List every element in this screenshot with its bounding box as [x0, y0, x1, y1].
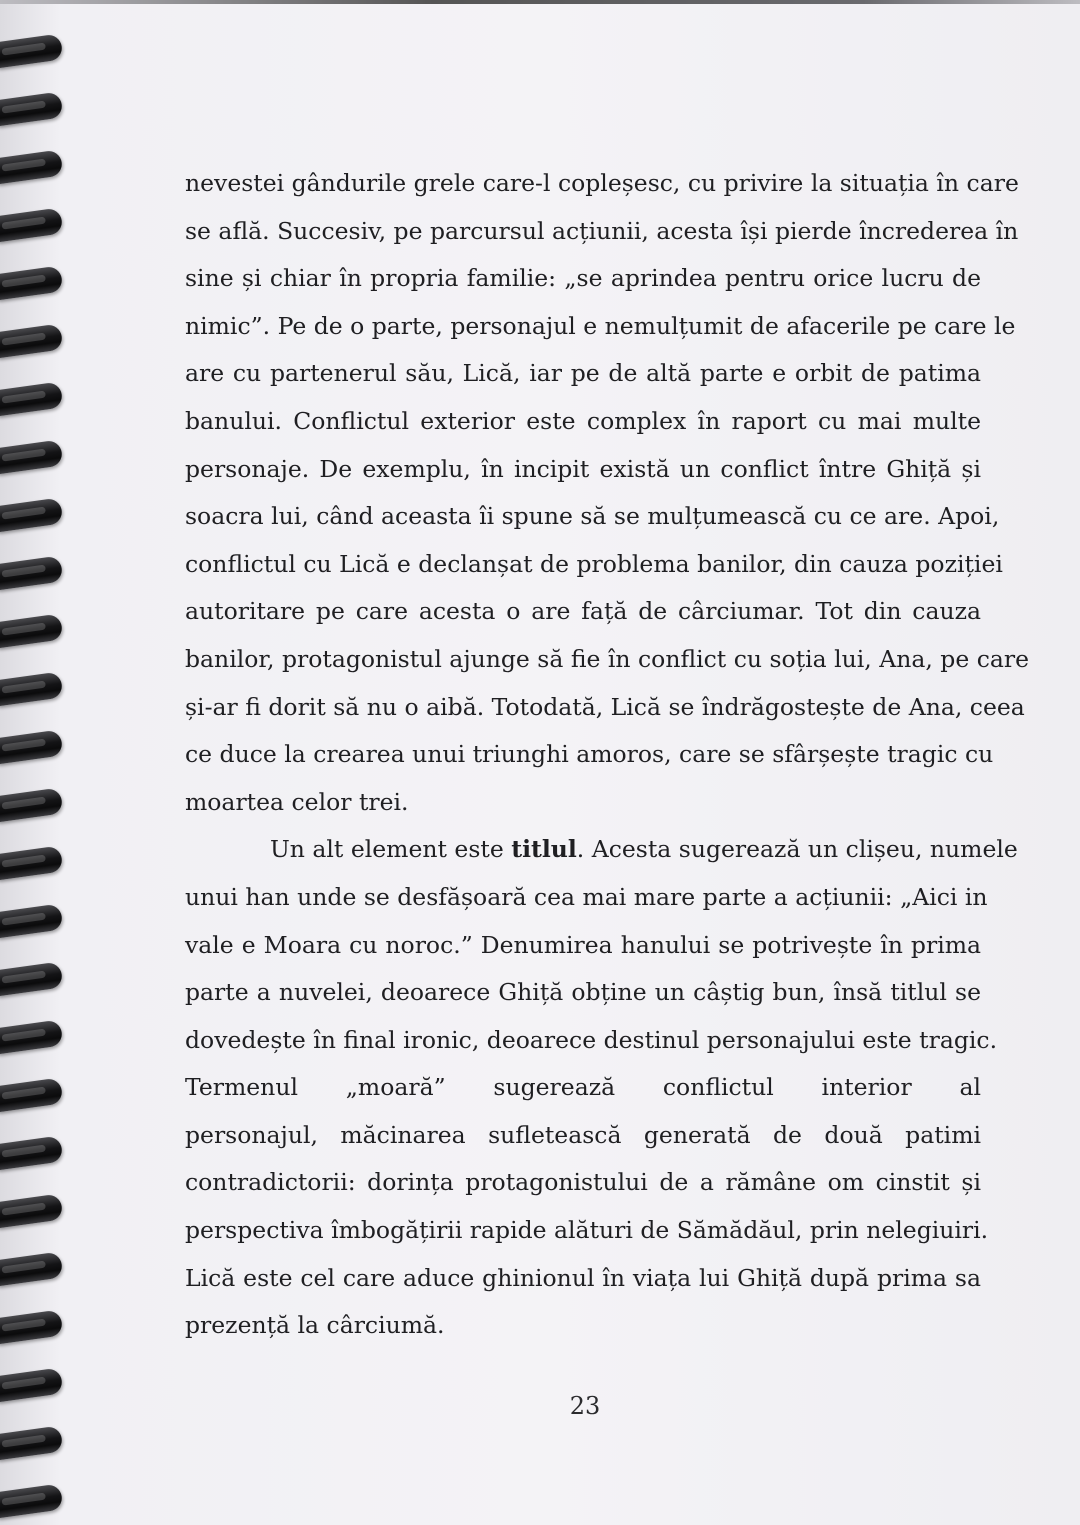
text-line: nevestei gândurile grele care-l copleșesc, cu privire la situația în care	[185, 169, 1019, 197]
text-line: Termenul „moară” sugerează conflictul interior al	[185, 1073, 981, 1102]
text-line: sine și chiar în propria familie: „se aprindea pentru orice lucru de	[185, 264, 981, 293]
text-line: autoritare pe care acesta o are față de cârciumar. Tot din cauza	[185, 597, 981, 626]
spiral-coil	[0, 555, 63, 590]
spiral-coil	[0, 381, 63, 416]
text-line: Lică este cel care aduce ghinionul în viața lui Ghiță după prima sa	[185, 1263, 981, 1292]
body-text	[185, 160, 1030, 1350]
spiral-coil	[0, 961, 63, 996]
spiral-coil	[0, 1483, 63, 1518]
text-line: contradictorii: dorința protagonistului de a rămâne om cinstit și	[185, 1168, 981, 1197]
text-line: soacra lui, când aceasta îi spune să se mulțumească cu ce are. Apoi,	[185, 502, 1000, 531]
spiral-coil	[0, 149, 63, 184]
spiral-coil	[0, 613, 63, 648]
spiral-binding	[0, 0, 75, 1525]
spiral-coil	[0, 1251, 63, 1286]
text-line	[185, 826, 1018, 874]
spiral-coil	[0, 497, 63, 532]
spiral-coil	[0, 787, 63, 822]
text-line: are cu partenerul său, Lică, iar pe de altă parte e orbit de patima	[185, 359, 981, 388]
paragraph-conflict	[185, 160, 1030, 826]
text-line: nimic”. Pe de o parte, personajul e nemulțumit de afacerile pe care le	[185, 311, 1016, 340]
text-fragment: . Acesta sugerează un clișeu, numele	[576, 835, 1018, 864]
text-line: banilor, protagonistul ajunge să fie în conflict cu soția lui, Ana, pe care	[185, 644, 1030, 673]
spiral-coil	[0, 1425, 63, 1460]
text-line: parte a nuvelei, deoarece Ghiță obține un câștig bun, însă titlul se	[185, 978, 981, 1007]
spiral-coil	[0, 439, 63, 474]
text-line: personaje. De exemplu, în incipit există un conflict între Ghiță și	[185, 454, 981, 483]
page-top-edge	[0, 0, 1080, 4]
spiral-coil	[0, 323, 63, 358]
spiral-coil	[0, 1193, 63, 1228]
spiral-coil	[0, 903, 63, 938]
spiral-coil	[0, 1077, 63, 1112]
text-line: perspectiva îmbogățirii rapide alături de Sămădăul, prin nelegiuiri.	[185, 1216, 989, 1245]
spiral-coil	[0, 33, 63, 68]
spiral-coil	[0, 845, 63, 880]
text-line: moartea celor trei.	[185, 787, 409, 816]
text-line: se află. Succesiv, pe parcursul acțiunii, acesta își pierde încrederea în	[185, 216, 1019, 245]
text-line: personajul, măcinarea sufletească generată de două patimi	[185, 1120, 981, 1149]
spiral-coil	[0, 1019, 63, 1054]
page-number: 23	[569, 1392, 601, 1420]
text-line: unui han unde se desfășoară cea mai mare parte a acțiunii: „Aici in	[185, 882, 988, 911]
spiral-coil	[0, 207, 63, 242]
spiral-coil	[0, 1309, 63, 1344]
spiral-coil	[0, 265, 63, 300]
text-line: vale e Moara cu noroc.” Denumirea hanului se potrivește în prima	[185, 930, 981, 959]
bold-keyword: titlul	[511, 835, 577, 864]
text-line: și-ar fi dorit să nu o aibă. Totodată, Lică se îndrăgostește de Ana, ceea	[185, 692, 1025, 721]
spiral-coil	[0, 91, 63, 126]
spiral-coil	[0, 671, 63, 706]
text-line: conflictul cu Lică e declanșat de problema banilor, din cauza poziției	[185, 549, 1003, 578]
spiral-coil	[0, 1135, 63, 1170]
text-line: dovedește în final ironic, deoarece destinul personajului este tragic.	[185, 1025, 998, 1054]
text-line: banului. Conflictul exterior este complex în raport cu mai multe	[185, 406, 981, 435]
spiral-coil	[0, 729, 63, 764]
text-line: prezență la cârciumă.	[185, 1311, 445, 1340]
text-line: ce duce la crearea unui triunghi amoros, care se sfârșește tragic cu	[185, 740, 994, 769]
paragraph-title	[185, 826, 1018, 1350]
text-fragment: Un alt element este	[270, 835, 512, 864]
